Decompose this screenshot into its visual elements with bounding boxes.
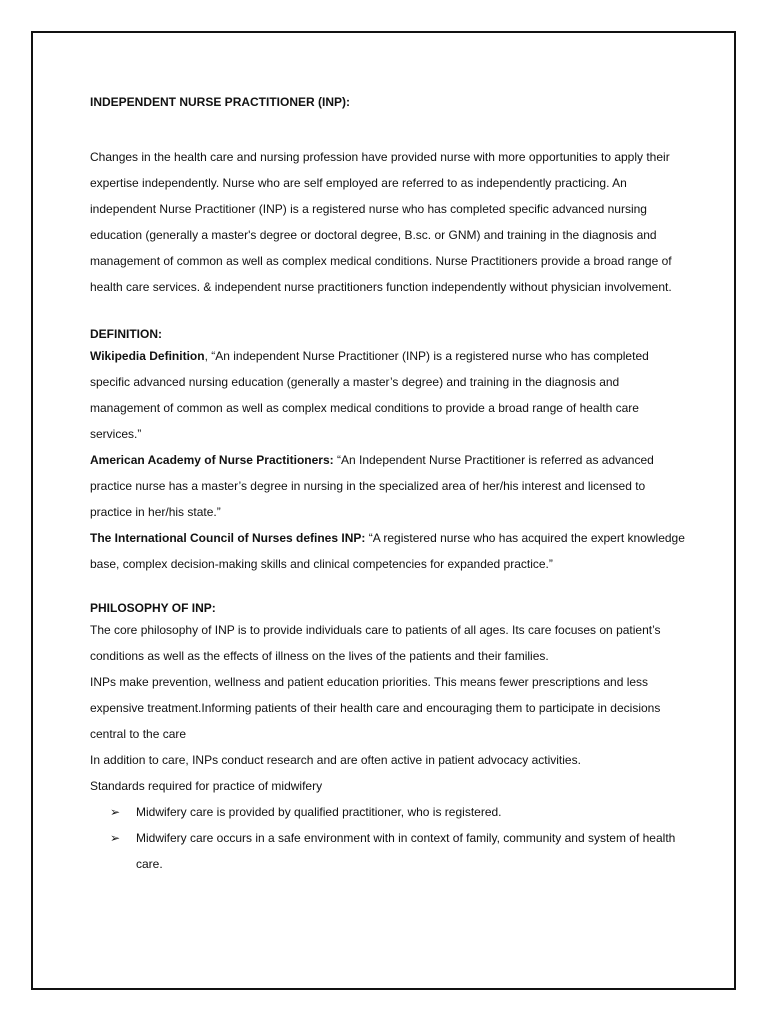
intro-paragraph: Changes in the health care and nursing profession have provided nurse with more opportunities to apply their expertise independently. Nurse who are self employed are referred to as independently practicing. An independent Nurse Practitioner (INP) is a registered nurse who has completed specific advanced nursing education (generally a master's degree or doctoral degree, B.sc. or GNM) and training in the diagnosis and management of common as well as complex medical conditions. Nurse Practitioners provide a broad range of health care services. & independent nurse practitioners function independently without physician involvement. bbox=[90, 150, 672, 294]
document-body bbox=[90, 93, 690, 877]
midwifery-standards-list bbox=[90, 799, 690, 877]
definition-text: , “An independent Nurse Practitioner (INP) is a registered nurse who has completed specific advanced nursing education (generally a master’s degree) and training in the diagnosis and management of common as well as complex medical conditions to provide a broad range of health care services.” bbox=[90, 349, 649, 441]
philosophy-paragraph-prevention: INPs make prevention, wellness and patient education priorities. This means fewer prescriptions and less expensive treatment.Informing patients of their health care and encouraging them to participate in decisions central to the care bbox=[90, 675, 661, 741]
definition-aanp bbox=[90, 447, 690, 525]
philosophy-paragraph-core: The core philosophy of INP is to provide individuals care to patients of all ages. Its care focuses on patient’s conditions as well as the effects of illness on the lives of the patients and their families. bbox=[90, 623, 661, 663]
definition-heading: DEFINITION: bbox=[90, 327, 162, 341]
definition-text: “A registered nurse who has acquired the expert knowledge base, complex decision-making skills and clinical competencies for expanded practice.” bbox=[90, 531, 685, 571]
arrow-bullet-icon: ➢ bbox=[110, 831, 121, 845]
definition-wikipedia bbox=[90, 343, 690, 447]
arrow-bullet-icon: ➢ bbox=[110, 805, 121, 819]
philosophy-heading: PHILOSOPHY OF INP: bbox=[90, 601, 216, 615]
definition-text: “An Independent Nurse Practitioner is referred as advanced practice nurse has a master’s degree in nursing in the specialized area of her/his interest and licensed to practice in her/his state.” bbox=[90, 453, 654, 519]
definition-label: American Academy of Nurse Practitioners: bbox=[90, 453, 334, 467]
list-item bbox=[90, 799, 690, 825]
list-item-text: Midwifery care occurs in a safe environment with in context of family, community and system of health care. bbox=[136, 831, 676, 871]
philosophy-paragraph-research: In addition to care, INPs conduct research and are often active in patient advocacy activities. bbox=[90, 753, 581, 767]
list-item bbox=[90, 825, 690, 877]
definition-label: Wikipedia Definition bbox=[90, 349, 205, 363]
list-item-text: Midwifery care is provided by qualified practitioner, who is registered. bbox=[136, 805, 502, 819]
midwifery-standards-intro: Standards required for practice of midwifery bbox=[90, 779, 323, 793]
definition-icn bbox=[90, 525, 690, 577]
document-title: INDEPENDENT NURSE PRACTITIONER (INP): bbox=[90, 95, 351, 109]
definition-label: The International Council of Nurses defines INP: bbox=[90, 531, 366, 545]
